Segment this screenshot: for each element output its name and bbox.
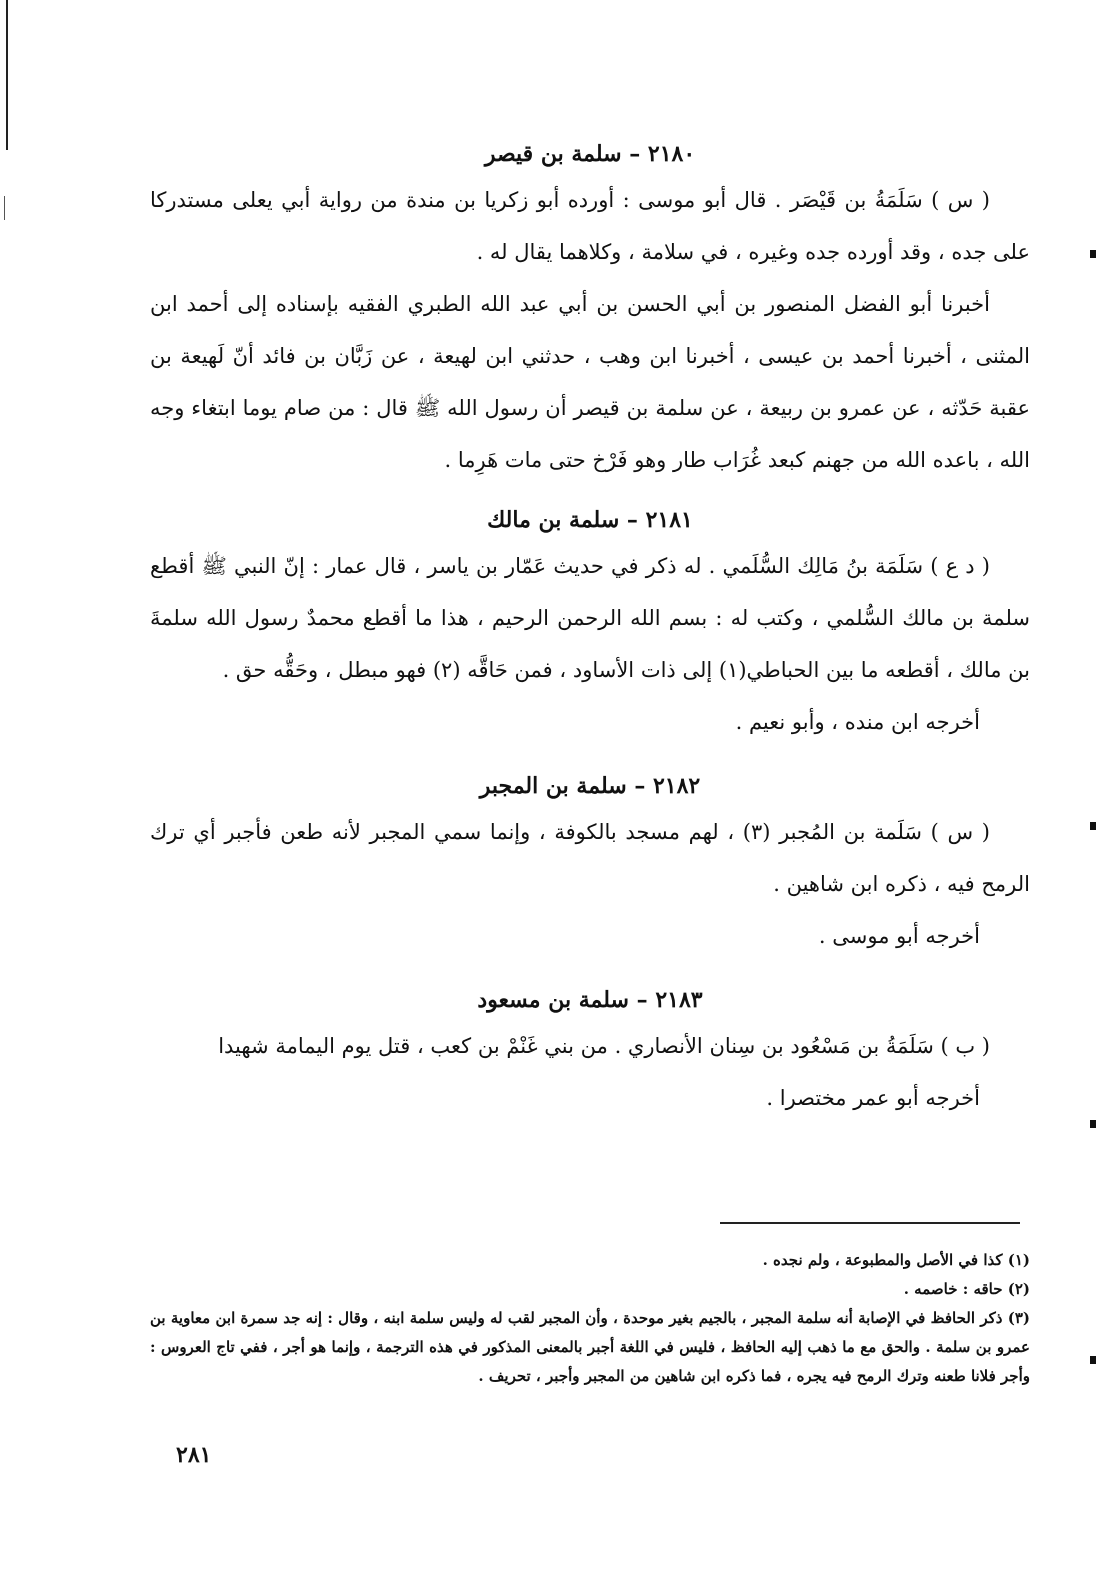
- footnote: (١) كذا في الأصل والمطبوعة ، ولم نجده .: [762, 1251, 1030, 1269]
- margin-mark: [1090, 822, 1096, 830]
- entry-paragraph: ( س ) سَلَمة بن المُجبر (٣) ، لهم مسجد بالكوفة ، وإنما سمي المجبر لأنه طعن فأجبر أي ترك الرمح فيه ، ذكره ابن شاهين .: [150, 820, 1030, 896]
- footnotes: [150, 1246, 1030, 1391]
- entry-heading: ٢١٨٣ – سلمة بن مسعود: [477, 987, 703, 1013]
- margin-mark: [1090, 1120, 1096, 1128]
- footnote: (٢) حاقه : خاصمه .: [903, 1280, 1030, 1298]
- scan-edge-mark: [4, 196, 5, 220]
- entry-attribution: أخرجه أبو موسى .: [818, 924, 980, 948]
- entry-heading: ٢١٨٠ – سلمة بن قيصر: [484, 141, 696, 167]
- entry-heading: ٢١٨١ – سلمة بن مالك: [487, 507, 693, 533]
- footnote-separator: [720, 1222, 1020, 1224]
- entry-attribution: أخرجه أبو عمر مختصرا .: [766, 1086, 980, 1110]
- entry-paragraph: ( ب ) سَلَمَةُ بن مَسْعُود بن سِنان الأنصاري . من بني غَنْمْ بن كعب ، قتل يوم اليمامة شهيدا: [218, 1034, 990, 1058]
- footnote: (٣) ذكر الحافظ في الإصابة أنه سلمة المجبر ، بالجيم بغير موحدة ، وأن المجبر لقب له وليس سلمة ابنه ، وقال : إنه جد سمرة ابن معاوية بن عمرو بن سلمة . والحق مع ما ذهب إليه الحافظ ، فليس في اللغة أجبر بالمعنى المذكور في هذه الترجمة ، وإنما هو أجر ، ففي تاج العروس : وأجر فلانا طعنه وترك الرمح فيه يجره ، فما ذكره ابن شاهين من المجبر وأجبر ، تحريف .: [150, 1309, 1030, 1385]
- entry-attribution: أخرجه ابن منده ، وأبو نعيم .: [735, 710, 980, 734]
- margin-mark: [1090, 1356, 1096, 1364]
- entry-heading: ٢١٨٢ – سلمة بن المجبر: [479, 773, 701, 799]
- entry-paragraph: أخبرنا أبو الفضل المنصور بن أبي الحسن بن أبي عبد الله الطبري الفقيه بإسناده إلى أحمد ابن المثنى ، أخبرنا أحمد بن عيسى ، أخبرنا ابن وهب ، حدثني ابن لهيعة ، عن زَبَّان بن فائد أنّ لَهيعة بن عقبة حَدّثه ، عن عمرو بن ربيعة ، عن سلمة بن قيصر أن رسول الله ﷺ قال : من صام يوما ابتغاء وجه الله ، باعده الله من جهنم كبعد غُرَاب طار وهو فَرْخ حتى مات هَرِما .: [150, 292, 1030, 472]
- scan-edge-line: [6, 0, 8, 150]
- main-text: [150, 128, 1030, 1124]
- entry-paragraph: ( د ع ) سَلَمَة بنُ مَالِك السُّلَمي . له ذكر في حديث عَمّار بن ياسر ، قال عمار : إنّ النبي ﷺ أقطع سلمة بن مالك السُّلمي ، وكتب له : بسم الله الرحمن الرحيم ، هذا ما أقطع محمدٌ رسول الله سلمةَ بن مالك ، أقطعه ما بين الحباطي(١) إلى ذات الأساود ، فمن حَاقَّه (٢) فهو مبطل ، وحَقُّه حق .: [150, 554, 1030, 682]
- page-number: ٢٨١: [176, 1442, 212, 1468]
- entry-paragraph: ( س ) سَلَمَةُ بن قَيْصَر . قال أبو موسى : أورده أبو زكريا بن مندة من رواية أبي يعلى مستدركا على جده ، وقد أورده جده وغيره ، في سلامة ، وكلاهما يقال له .: [150, 188, 1030, 264]
- margin-mark: [1090, 250, 1096, 258]
